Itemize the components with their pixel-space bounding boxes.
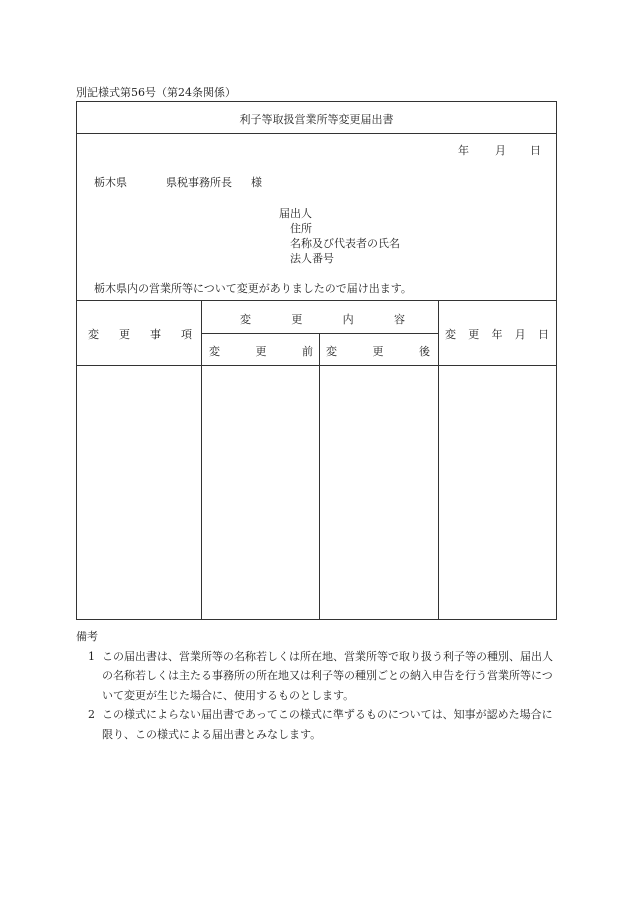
header-change-date — [445, 326, 549, 342]
notifier-heading: 届出人 — [279, 207, 312, 220]
header-char: 月 — [514, 328, 526, 341]
header-char: 後 — [419, 345, 430, 358]
header-char: 更 — [372, 345, 384, 358]
field-before[interactable] — [202, 366, 319, 619]
header-char: 項 — [181, 328, 192, 341]
header-char: 内 — [342, 313, 354, 326]
notes-heading: 備考 — [76, 630, 98, 643]
addressee-prefecture: 栃木県 — [94, 176, 127, 189]
header-change-content — [240, 311, 405, 327]
notifier-name-label: 名称及び代表者の氏名 — [290, 237, 400, 250]
frame-bottom — [76, 619, 557, 620]
header-char: 変 — [326, 345, 337, 358]
note-text: この届出書は、営業所等の名称若しくは所在地、営業所等で取り扱う利子等の種別、届出人の名称若しくは主たる事務所の所在地又は利子等の種別ごとの納入申告を行う営業所等について変更が生じた場合に、使用するものとします。 — [102, 649, 553, 702]
note-number: 1 — [88, 649, 95, 663]
frame-right — [556, 101, 557, 620]
header-divider — [76, 300, 557, 301]
note-text: この様式によらない届出書であってこの様式に準ずるものについては、知事が認めた場合に限り、この様式による届出書とみなします。 — [102, 708, 553, 741]
header-char: 前 — [302, 345, 313, 358]
date-month-label: 月 — [495, 144, 506, 157]
notifier-corp-number-label: 法人番号 — [290, 252, 334, 265]
header-char: 日 — [538, 328, 549, 341]
header-char: 更 — [468, 328, 480, 341]
header-char: 事 — [150, 328, 161, 341]
header-char: 変 — [88, 328, 99, 341]
statement-text: 栃木県内の営業所等について変更がありましたので届け出ます。 — [94, 282, 412, 295]
note-item — [76, 705, 560, 744]
note-item — [76, 647, 560, 706]
form-title: 利子等取扱営業所等変更届出書 — [239, 113, 394, 126]
header-char: 更 — [291, 313, 303, 326]
field-change-date[interactable] — [439, 366, 556, 619]
header-before — [209, 343, 313, 359]
note-number: 2 — [88, 708, 95, 721]
header-char: 容 — [393, 313, 405, 326]
field-after[interactable] — [320, 366, 438, 619]
header-after — [326, 343, 430, 359]
header-char: 更 — [119, 328, 130, 341]
notes-section — [76, 627, 560, 744]
date-year-label: 年 — [458, 144, 469, 157]
frame-top — [76, 101, 557, 102]
title-divider — [76, 133, 557, 134]
addressee-honorific: 様 — [251, 176, 262, 189]
notifier-address-label: 住所 — [290, 222, 312, 235]
header-char: 変 — [240, 313, 251, 326]
header-char: 変 — [209, 345, 220, 358]
addressee-office: 県税事務所長 — [166, 176, 232, 189]
header-char: 変 — [445, 328, 456, 341]
header-char: 年 — [491, 328, 503, 341]
header-change-item — [88, 326, 192, 342]
header-char: 更 — [255, 345, 267, 358]
date-day-label: 日 — [530, 144, 541, 157]
field-change-item[interactable] — [77, 366, 201, 619]
form-reference: 別記様式第56号（第24条関係） — [76, 86, 236, 99]
